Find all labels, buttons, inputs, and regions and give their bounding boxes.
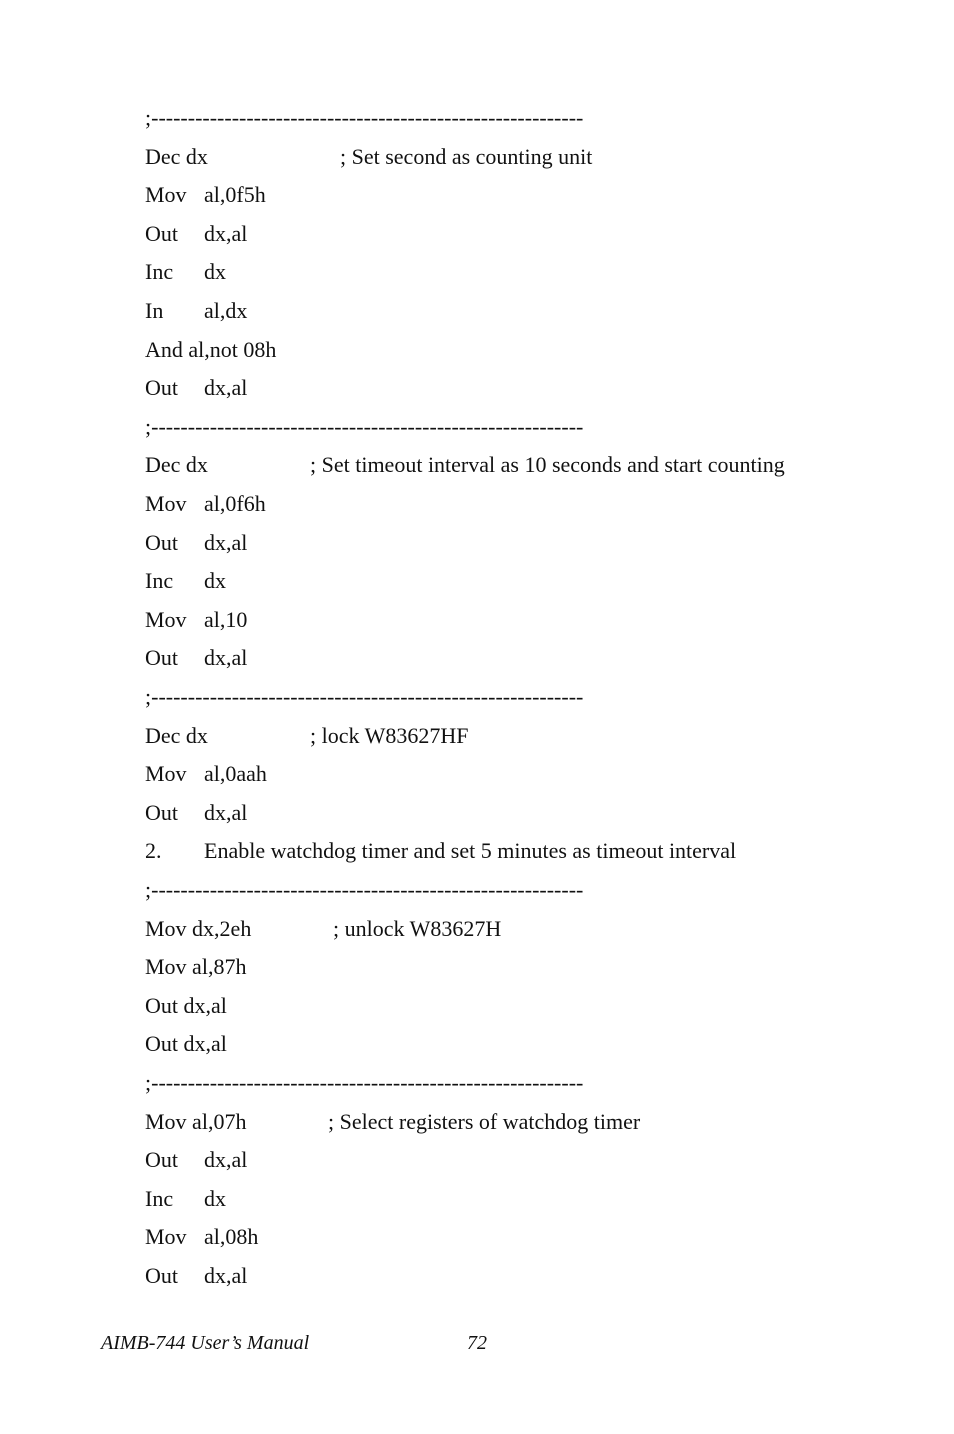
code-operand: dx bbox=[204, 1186, 226, 1211]
code-instruction: Dec dx bbox=[145, 723, 208, 748]
code-line bbox=[145, 838, 737, 864]
code-line bbox=[145, 298, 248, 324]
code-line bbox=[145, 221, 248, 247]
code-line bbox=[145, 182, 266, 208]
code-operand: dx bbox=[204, 259, 226, 284]
code-operand: dx,al bbox=[204, 1263, 248, 1288]
code-comment: ; Set timeout interval as 10 seconds and start counting bbox=[310, 452, 785, 477]
code-instruction: Out dx,al bbox=[145, 993, 227, 1018]
code-line bbox=[145, 761, 267, 787]
code-line bbox=[145, 993, 227, 1019]
code-operand: dx,al bbox=[204, 375, 248, 400]
code-operand: dx,al bbox=[204, 530, 248, 555]
code-instruction: Mov al,87h bbox=[145, 954, 247, 979]
code-operand: dx,al bbox=[204, 221, 248, 246]
code-instruction: Mov al,07h bbox=[145, 1109, 247, 1134]
code-operand: al,08h bbox=[204, 1224, 259, 1249]
code-instruction: Inc bbox=[145, 568, 174, 593]
code-line bbox=[145, 607, 248, 633]
code-operand: al,dx bbox=[204, 298, 248, 323]
code-instruction: In bbox=[145, 298, 164, 323]
code-instruction: And al,not 08h bbox=[145, 337, 277, 362]
separator-line: ;----------------------------------------------------------- bbox=[145, 1070, 584, 1095]
code-comment: ; Set second as counting unit bbox=[340, 144, 593, 169]
code-instruction: Dec dx bbox=[145, 452, 208, 477]
code-instruction: Out bbox=[145, 1147, 178, 1172]
code-line bbox=[145, 375, 248, 401]
code-line bbox=[145, 1109, 641, 1135]
code-line bbox=[145, 1147, 248, 1173]
separator-line: ;----------------------------------------------------------- bbox=[145, 414, 584, 439]
code-line bbox=[145, 1031, 227, 1057]
code-line bbox=[145, 1186, 226, 1212]
code-comment: ; Select registers of watchdog timer bbox=[328, 1109, 641, 1134]
code-operand: dx,al bbox=[204, 1147, 248, 1172]
separator-line: ;----------------------------------------------------------- bbox=[145, 105, 584, 130]
footer-page-number: 72 bbox=[467, 1332, 487, 1354]
code-instruction: Mov bbox=[145, 761, 187, 786]
code-instruction: 2. bbox=[145, 838, 162, 863]
code-line bbox=[145, 337, 276, 363]
code-line bbox=[145, 954, 246, 980]
code-operand: al,0f5h bbox=[204, 182, 266, 207]
code-instruction: Dec dx bbox=[145, 144, 208, 169]
code-instruction: Mov bbox=[145, 491, 187, 516]
code-instruction: Out bbox=[145, 800, 178, 825]
code-comment: ; unlock W83627H bbox=[333, 916, 502, 941]
code-line bbox=[145, 491, 266, 517]
code-instruction: Out bbox=[145, 1263, 178, 1288]
code-instruction: Mov bbox=[145, 182, 187, 207]
separator-line: ;----------------------------------------------------------- bbox=[145, 877, 584, 902]
code-line bbox=[145, 1263, 248, 1289]
code-instruction: Inc bbox=[145, 1186, 174, 1211]
code-instruction: Mov bbox=[145, 1224, 187, 1249]
code-instruction: Out bbox=[145, 645, 178, 670]
footer-manual-title: AIMB-744 User’s Manual bbox=[101, 1332, 310, 1354]
code-instruction: Out bbox=[145, 375, 178, 400]
code-instruction: Inc bbox=[145, 259, 174, 284]
code-comment: ; lock W83627HF bbox=[310, 723, 469, 748]
code-line bbox=[145, 568, 226, 594]
code-line bbox=[145, 916, 502, 942]
code-line bbox=[145, 723, 469, 749]
code-line bbox=[145, 645, 248, 671]
code-operand: dx,al bbox=[204, 800, 248, 825]
code-instruction: Mov dx,2eh bbox=[145, 916, 252, 941]
code-instruction: Out bbox=[145, 530, 178, 555]
code-operand: al,0aah bbox=[204, 761, 267, 786]
code-line bbox=[145, 800, 248, 826]
code-operand: al,0f6h bbox=[204, 491, 266, 516]
code-line bbox=[145, 144, 593, 170]
separator-line: ;----------------------------------------------------------- bbox=[145, 684, 584, 709]
code-instruction: Out dx,al bbox=[145, 1031, 227, 1056]
code-operand: dx,al bbox=[204, 645, 248, 670]
code-line bbox=[145, 259, 226, 285]
code-line bbox=[145, 530, 248, 556]
code-operand: dx bbox=[204, 568, 226, 593]
code-operand: Enable watchdog timer and set 5 minutes as timeout interval bbox=[204, 838, 737, 863]
code-line bbox=[145, 452, 785, 478]
code-operand: al,10 bbox=[204, 607, 248, 632]
code-line bbox=[145, 1224, 259, 1250]
code-instruction: Out bbox=[145, 221, 178, 246]
code-instruction: Mov bbox=[145, 607, 187, 632]
